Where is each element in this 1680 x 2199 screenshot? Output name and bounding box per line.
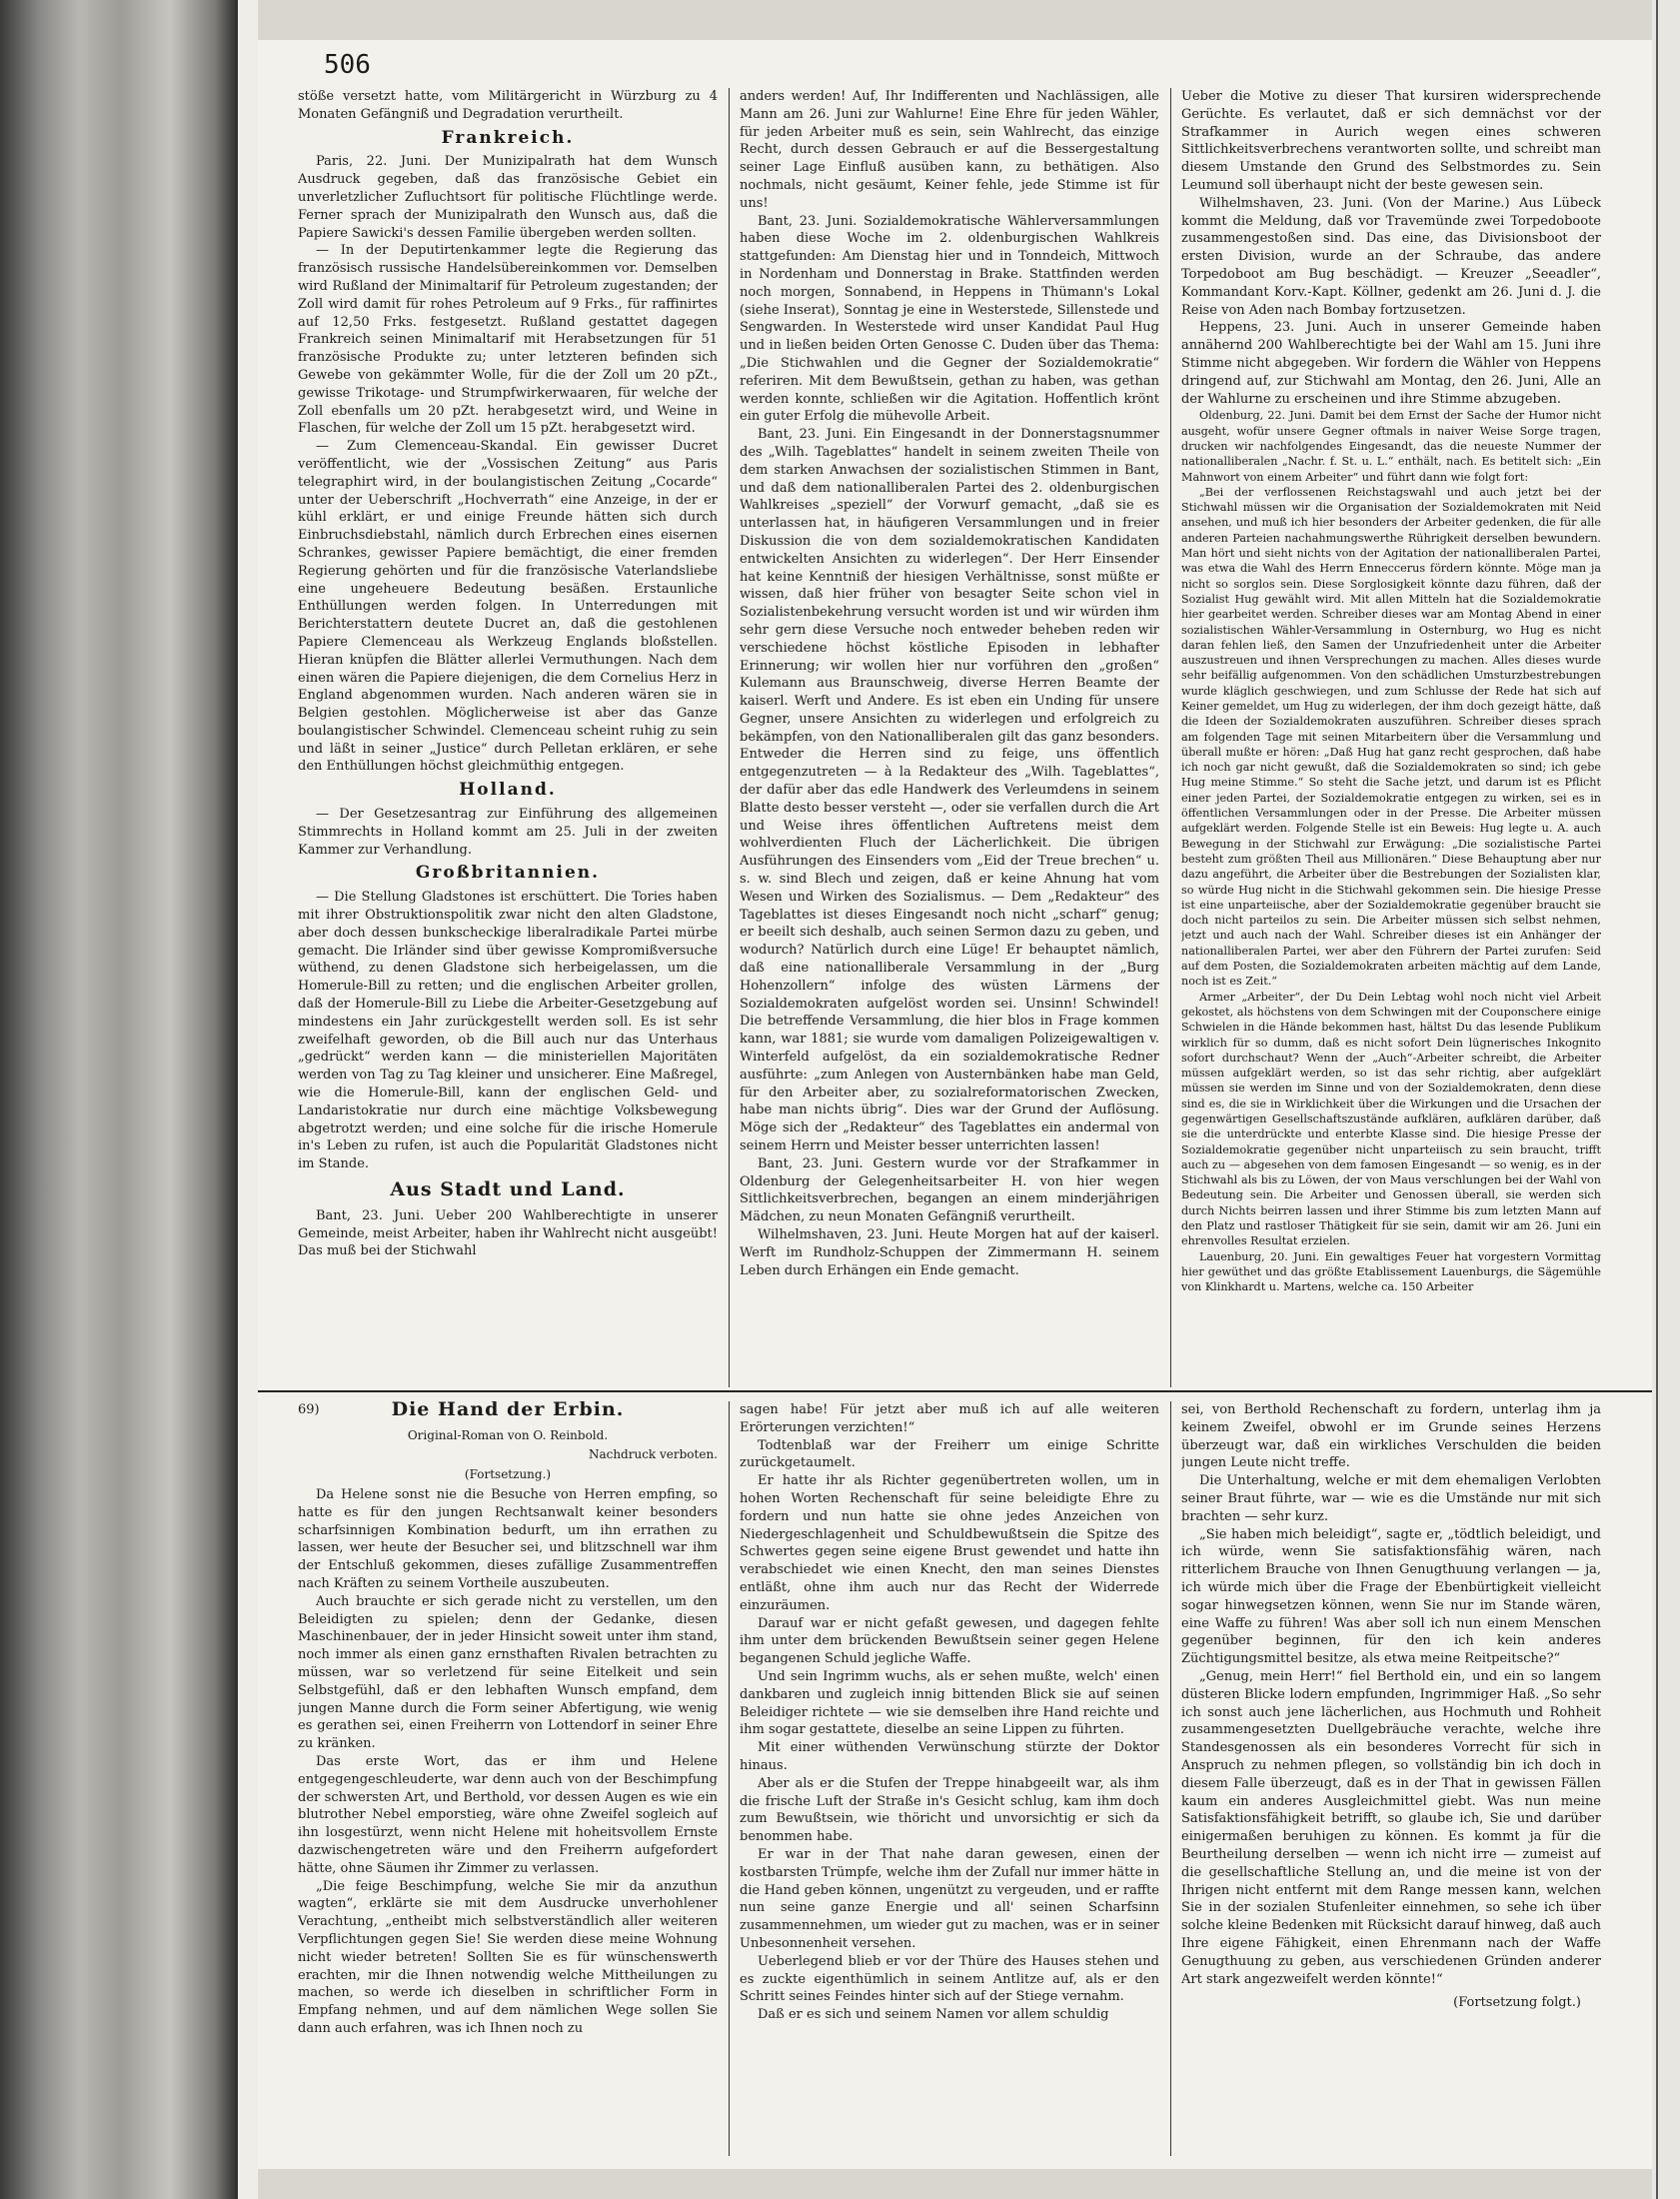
continuation-label: (Fortsetzung.) bbox=[464, 1467, 552, 1482]
article-paragraph: Bant, 23. Juni. Ueber 200 Wahlberechtigte in unserer Gemeinde, meist Arbeiter, haben ihr Wahlrecht nicht ausgeübt! Das muß bei der Stichwahl bbox=[298, 1207, 718, 1259]
novel-paragraph: Er war in der That nahe daran gewesen, einen der kostbarsten Trümpfe, welche ihm der Zufall nur immer hätte in die Hand geben können, ungenützt zu vergeuden, und er raffte nun seine ganze Energie und all' seinen Scharfsinn zusammennehmen, um wieder gut zu machen, was er in seiner Unbesonnenheit versehen. bbox=[740, 1846, 1159, 1951]
novel-paragraph: Aber als er die Stufen der Treppe hinabgeeilt war, als ihm die frische Luft der Straße in's Gesicht schlug, kam ihm doch zum Bewußtsein, wie thöricht und unvorsichtig er sich da benommen habe. bbox=[740, 1775, 1159, 1845]
novel-paragraph: Die Unterhaltung, welche er mit dem ehemaligen Verlobten seiner Braut führte, war — wie es die Umstände nur mit sich brachten — sehr kurz. bbox=[1181, 1473, 1601, 1524]
feuilleton-separator bbox=[258, 1390, 1652, 1392]
novel-paragraph: Und sein Ingrimm wuchs, als er sehen mußte, welch' einen dankbaren und zugleich innig bittenden Blick sie auf seinen Beleidiger richtete — wie sie demselben ihre Hand reichte und ihm sogar gestattete, dieselbe an seine Lippen zu führten. bbox=[740, 1668, 1159, 1738]
column-rule bbox=[1170, 88, 1171, 1387]
article-paragraph: Armer „Arbeiter“, der Du Dein Lebtag wohl noch nicht viel Arbeit gekostet, als höchstens von dem Schwingen mit der Couponschere einige Schwielen in die Hände bekommen hast, hältst Du das lesende Publikum wirklich für so dumm, daß es nicht sofort Dein lügnerisches Inkognito sofort durchschaut? Wenn der „Auch“-Arbeiter schreibt, die Arbeiter müssen aufgeklärt werden, so ist das sehr richtig, aber aufgeklärt müssen sie werden im Sinne und von der Sozialdemokraten, denn diese sind es, die sie in Wirklichkeit über die Wirkungen und die Ursachen der gegenwärtigen Gesellschaftszustände aufklären, aufklären darüber, daß sie die unterdrückte und enterbte Klasse sind. Die hiesige Presse der Sozialdemokratie gegenüber nicht unparteiisch zu sein braucht, trifft auch zu — abgesehen von dem famosen Eingesandt — so wenig, es in der Stichwahl als bis zu Löwen, der von Maus verschlungen bei der Wahl von Bedeutung sein. Die Arbeiter und Genossen überall, sie werden sich durch Nichts beirren lassen und ihrer Stimme bis zum letzten Mann auf den Platz und rastloser Thätigkeit für sie sein, damit wir am 26. Juni ein ehrenvolles Resultat erzielen. bbox=[1181, 990, 1601, 1248]
section-heading-holland: Holland. bbox=[459, 780, 557, 801]
article-paragraph: Bant, 23. Juni. Gestern wurde vor der Strafkammer in Oldenburg der Gelegenheitsarbeiter H. von hier wegen Sittlichkeitsverbrechen, begangen an einem minderjährigen Mädchen, zu neun Monaten Gefängniß verurtheilt. bbox=[740, 1155, 1159, 1225]
section-heading-grossbritannien: Großbritannien. bbox=[415, 863, 601, 884]
article-paragraph: Oldenburg, 22. Juni. Damit bei dem Ernst der Sache der Humor nicht ausgeht, wofür unsere Gegner oftmals in naiver Weise Sorge tragen, drucken wir nachfolgendes Eingesandt, das die neueste Nummer der nationalliberalen „Nachr. f. St. u. L.“ enthält, nach. Es betitelt sich: „Ein Mahnwort von einem Arbeiter“ und führt dann wie folgt fort: bbox=[1181, 409, 1601, 484]
feuilleton-column-1 bbox=[298, 1401, 718, 2156]
novel-paragraph: sagen habe! Für jetzt aber muß ich auf alle weiteren Erörterungen verzichten!“ bbox=[740, 1402, 1159, 1435]
section-heading-frankreich: Frankreich. bbox=[441, 127, 575, 148]
article-paragraph: Wilhelmshaven, 23. Juni. (Von der Marine.) Aus Lübeck kommt die Meldung, daß vor Travemünde zwei Torpedoboote zusammengestoßen sind. Das eine, das Divisionsboot der ersten Division, wurde an der Schraube, das andere Torpedoboot am Bug beschädigt. — Kreuzer „Seeadler“, Kommandant Korv.-Kapt. Köllner, gedenkt am 26. Juni d. J. die Reise von Aden nach Bombay fortzusetzen. bbox=[1181, 195, 1601, 318]
continued-notice: (Fortsetzung folgt.) bbox=[1453, 1995, 1581, 2011]
article-paragraph: — In der Deputirtenkammer legte die Regierung das französisch russische Handelsübereinkommen vor. Demselben wird Rußland der Minimaltarif für Petroleum zugestanden; der Zoll wird damit für rohes Petroleum auf 9 Frks., für raffinirtes auf 12,50 Frks. festgesetzt. Rußland gestattet dagegen Frankreich seinen Minimaltarif mit Herabsetzungen für 51 französische Produkte zu; unter letzteren befinden sich Gewebe von gekämmter Wolle, für die der Zoll um 20 pZt., gewisse Trikotage- und Strumpfwirkerwaaren, für welche der Zoll ebenfalls um 20 pZt. herabgesetzt wird, und Weine in Flaschen, für welche der Zoll um 15 pZt. herabgesetzt wird. bbox=[298, 243, 718, 437]
reprint-notice: Nachdruck verboten. bbox=[588, 1447, 718, 1462]
article-paragraph: Lauenburg, 20. Juni. Ein gewaltiges Feuer hat vorgestern Vormittag hier gewüthet und das größte Etablissement Lauenburgs, die Sägemühle von Klinkhardt u. Martens, welche ca. 150 Arbeiter bbox=[1181, 1249, 1601, 1294]
column-rule bbox=[1170, 1401, 1171, 2156]
article-paragraph: Bant, 23. Juni. Ein Eingesandt in der Donnerstagsnummer des „Wilh. Tageblattes“ handelt in seinem zweiten Theile von dem starken Anwachsen der sozialistischen Stimmen in Bant, und daß dem nationalliberalen Partei des 2. oldenburgischen Wahlkreises „speziell“ der Vorwurf gemacht, „daß sie es unterlassen hat, in häufigeren Versammlungen und in freier Diskussion die von dem sozialdemokratischen Kandidaten entwickelten Ansichten zu widerlegen“. Der Herr Einsender hat keine Kenntniß der hiesigen Verhältnisse, sonst müßte er wissen, daß hier früher von besagter Seite schon viel in Sozialistenbekehrung versucht worden ist und wir würden ihm sehr gern diese Versuche noch entweder beheben reden wir verschiedene höchst köstliche Episoden in lebhafter Erinnerung; wir wollen hier nur vorführen den „großen“ Kulemann aus Braunschweig, diverse Herren Beamte der kaiserl. Werft und Andere. Es ist eben ein Unding für unsere Gegner, unsere Ansichten zu widerlegen und erfolgreich zu bekämpfen, von den Nationalliberalen gilt das ganz besonders. Entweder die Herren sind zu feige, uns öffentlich entgegenzutreten — à la Redakteur des „Wilh. Tageblattes“, der dafür aber das edle Handwerk des Verleumdens in seinem Blatte desto besser versteht —, oder sie verfallen durch die Art und Weise ihres öffentlichen Auftretens meist dem wohlverdienten Fluch der Lächerlichkeit. Die übrigen Ausführungen des Einsenders vom „Eid der Treue brechen“ u. s. w. sind Blech und zeigen, daß er keine Ahnung hat vom Wesen und Wirken des Sozialismus. — Dem „Redakteur“ des Tageblattes ist dieses Eingesandt noch nicht „scharf“ genug; er beeilt sich deshalb, auch seinen Sermon dazu zu geben, und wodurch? Natürlich durch eine Lüge! Er behauptet nämlich, daß eine nationalliberale Versammlung in der „Burg Hohenzollern“ infolge des wüsten Lärmens der Sozialdemokraten aufgelöst worden sei. Unsinn! Schwindel! Die betreffende Versammlung, die hier blos in Frage kommen kann, war 1881; sie wurde vom damaligen Polizeigewaltigen v. Winterfeld aufgelöst, da ein sozialdemokratische Redner ausführte: „zum Anlegen von Austernbänken habe man Geld, für den Arbeiter aber, zu sozialreformatorischen Zwecken, habe man nichts übrig“. Dies war der Grund der Auflösung. Möge sich der „Redakteur“ des Tageblattes ein andermal von seinem Herrn und Meister besser unterrichten lassen! bbox=[740, 427, 1159, 1154]
book-binding bbox=[0, 0, 238, 2199]
page-number: 506 bbox=[324, 50, 371, 80]
novel-paragraph: Daß er es sich und seinem Namen vor allem schuldig bbox=[758, 2007, 1109, 2023]
column-rule bbox=[729, 88, 730, 1387]
column-3 bbox=[1181, 88, 1601, 1387]
feuilleton-column-2 bbox=[740, 1401, 1159, 2156]
novel-paragraph: Er hatte ihr als Richter gegenübertreten wollen, um in hohen Worten Rechenschaft für seine beleidigte Ehre zu fordern und nun hatte sie ohne jedes Anzeichen von Niedergeschlagenheit und Schuldbewußtsein die Spitze des Schwertes gegen seine eigene Brust gewendet und hatte ihn verabschiedet wie einen Knecht, den man seines Dienstes entläßt, ohne ihm auch nur das Recht der Widerrede einzuräumen. bbox=[740, 1473, 1159, 1613]
column-2 bbox=[740, 88, 1159, 1387]
novel-paragraph: „Sie haben mich beleidigt“, sagte er, „tödtlich beleidigt, und ich würde, wenn Sie satisfaktionsfähig wären, nach ritterlichem Brauche von Ihnen Genugthuung verlangen — ja, ich würde mich über die Frage der Ebenbürtigkeit vielleicht sogar hinwegsetzen können, wenn Sie nur im Stande wären, eine Waffe zu führen! Was aber soll ich nun einem Menschen gegenüber beginnen, für den ich kein anderes Züchtigungsmittel besitze, als etwa meine Reitpeitsche?“ bbox=[1181, 1526, 1601, 1667]
page-edge-right bbox=[1652, 0, 1680, 2199]
article-paragraph: anders werden! Auf, Ihr Indifferenten und Nachlässigen, alle Mann am 26. Juni zur Wahlurne! Eine Ehre für jeden Wähler, für jeden Arbeiter muß es sein, sein Wahlrecht, das einzige Recht, durch dessen Gebrauch er auf die Bessergestaltung seiner Lage Einfluß ausüben kann, zu bethätigen. Also nochmals, nicht gesäumt, Keiner fehle, jede Stimme ist für uns! bbox=[740, 89, 1159, 211]
article-paragraph: Bant, 23. Juni. Sozialdemokratische Wählerversammlungen haben diese Woche im 2. oldenburgischen Wahlkreis stattgefunden: Am Dienstag hier und in Tonndeich, Mittwoch in Nordenham und Donnerstag in Brake. Stattfinden werden noch morgen, Sonnabend, in Heppens in Thümann's Lokal (siehe Inserat), Sonntag je eine in Westerstede, Sillenstede und Sengwarden. In Westerstede wird unser Kandidat Paul Hug und in ließen beiden Orten Genosse C. Duden über das Thema: „Die Stichwahlen und die Gegner der Sozialdemokratie“ referiren. Mit dem Bewußtsein, gethan zu haben, was gethan werden konnte, schließen wir die Agitation. Hoffentlich krönt ein guter Erfolg die mühevolle Arbeit. bbox=[740, 213, 1159, 425]
novel-paragraph: Da Helene sonst nie die Besuche von Herren empfing, so hatte es für den jungen Rechtsanwalt keiner besonders scharfsinnigen Kombination bedurft, um ihn errathen zu lassen, wer heute der Besucher sei, und blitzschnell war ihm der Entschluß gekommen, dieses zufällige Zusammentreffen nach Kräften zu seinem Vortheile auszubeuten. bbox=[298, 1486, 718, 1591]
article-paragraph: — Der Gesetzesantrag zur Einführung des allgemeinen Stimmrechts in Holland kommt am 25. Juli in der zweiten Kammer zur Verhandlung. bbox=[298, 807, 718, 858]
novel-paragraph: Todtenblaß war der Freiherr um einige Schritte zurückgetaumelt. bbox=[740, 1437, 1159, 1471]
novel-paragraph: Mit einer wüthenden Verwünschung stürzte der Doktor hinaus. bbox=[740, 1740, 1159, 1773]
binding-edge bbox=[238, 0, 258, 2199]
article-paragraph: Heppens, 23. Juni. Auch in unserer Gemeinde haben annähernd 200 Wahlberechtigte bei der Wahl am 15. Juni ihre Stimme nicht abgegeben. Wir fordern die Wähler von Heppens dringend auf, zur Stichwahl am Montag, den 26. Juni, Alle an der Wahlurne zu erscheinen und ihre Stimme abzugeben. bbox=[1181, 320, 1601, 407]
article-paragraph: Wilhelmshaven, 23. Juni. Heute Morgen hat auf der kaiserl. Werft im Rundholz-Schuppen der Zimmermann H. seinem Leben durch Erhängen ein Ende gemacht. bbox=[740, 1227, 1159, 1278]
novel-paragraph: Darauf war er nicht gefaßt gewesen, und dagegen fehlte ihm unter dem brückenden Bewußtsein seiner gegen Helene begangenen Schuld jegliche Waffe. bbox=[740, 1615, 1159, 1667]
quoted-letter: „Bei der verflossenen Reichstagswahl und auch jetzt bei der Stichwahl müssen wir die Organisation der Sozialdemokraten mit Neid ansehen, und muß ich hier besonders der Arbeiter gedenken, die für alle anderen Parteien nachahmungswerthe Rührigkeit derselben bewundern. Man hört und sieht nichts von der Agitation der nationalliberalen Partei, was etwa die Wahl des Herrn Enneccerus fördern könnte. Möge man ja nicht so sorglos sein. Diese Sorglosigkeit könnte dazu führen, daß der Sozialist Hug gewählt wird. Mit allen Mitteln hat die Sozialdemokratie hier gearbeitet werden. Schreiber dieses war am Montag Abend in einer sozialistischen Wähler-Versammlung in Osternburg, wo Hug es nicht daran fehlen ließ, den Samen der Unzufriedenheit unter die Arbeiter auszustreuen und ihnen Versprechungen zu machen. Alles dieses wurde sehr beifällig aufgenommen. Von den schädlichen Umsturzbestrebungen wurde kläglich geschwiegen, und zum Schlusse der Rede hat sich auf Keiner gemeldet, um Hug zu widerlegen, der ihm doch gezeigt hätte, daß die Ideen der Sozialdemokraten auszuführen. Schreiber dieses sprach am folgenden Tage mit seinen Mitarbeitern über die Versammlung und überall mußte er hören: „Daß Hug hat ganz recht gesprochen, daß habe ich noch gar nicht gewußt, daß die Sozialdemokraten so sind; ich gebe Hug meine Stimme.“ So steht die Sache jetzt, und darum ist es Pflicht einer jeden Partei, der Sozialdemokratie entgegen zu wirken, sei es in öffentlichen Versammlungen oder in der Presse. Die Arbeiter müssen aufgeklärt werden. Folgende Stelle ist ein Beweis: Hug legte u. A. auch Bewegung in der Stichwahl zur Erwägung: „Die sozialistische Partei besteht zum größten Theil aus Millionären.“ Diese Behauptung aber nur dazu angeführt, die Arbeiter über die Bestrebungen der Sozialisten klar, so würde Hug nicht in die Stichwahl gekommen sein. Die hiesige Presse ist eine unparteiische, aber der Sozialdemokratie gegenüber braucht sie doch nicht parteilos zu sein. Die Arbeiter müssen sich selbst nehmen, jetzt und auch nach der Wahl. Schreiber dieses ist ein Anhänger der nationalliberalen Partei, wer aber den Führern der Partei zurufen: Seid auf dem Posten, die Sozialdemokraten arbeiten mächtig auf dem Lande, noch ist es Zeit.“ bbox=[1181, 485, 1601, 989]
column-1 bbox=[298, 88, 718, 1387]
newspaper-page bbox=[258, 40, 1652, 2169]
novel-paragraph: Auch brauchte er sich gerade nicht zu verstellen, um den Beleidigten zu spielen; denn der Gedanke, diesen Maschinenbauer, der in jeder Hinsicht soweit unter ihm stand, noch immer als einen ganz ernsthaften Rivalen betrachten zu müssen, war so verletzend für seine Eitelkeit und sein Selbstgefühl, daß er den lebhaften Wunsch empfand, dem jungen Manne durch die Form seiner Abfertigung, wie wenig es gerathen sei, einen Freiherrn von Lottendorf in seiner Ehre zu kränken. bbox=[298, 1593, 718, 1752]
novel-paragraph: Ueberlegend blieb er vor der Thüre des Hauses stehen und es zuckte eigenthümlich in seinem Antlitze auf, als er den Schritt seines Feindes hinter sich auf der Stiege vernahm. bbox=[740, 1953, 1159, 2005]
article-continuation: stöße versetzt hatte, vom Militärgericht in Würzburg zu 4 Monaten Gefängniß und Degradation verurtheilt. bbox=[298, 89, 718, 122]
novel-paragraph: Das erste Wort, das er ihm und Helene entgegengeschleuderte, war denn auch von der Beschimpfung der schwersten Art, und Berthold, vor dessen Augen es wie ein blutrother Nebel emporstieg, wäre ohne Zweifel sogleich auf ihn losgestürzt, wenn nicht Helene mit hoheitsvollem Ernste dazwischengetreten wäre und den Freiherrn aufgefordert hätte, ohne Säumen ihr Zimmer zu verlassen. bbox=[298, 1753, 718, 1876]
novel-paragraph: „Die feige Beschimpfung, welche Sie mir da anzuthun wagten“, erklärte sie mit dem Ausdrucke unverhohlener Verachtung, „entheibt mich selbstverständlich aller weiteren Verpflichtungen gegen Sie! Sie werden diese meine Wohnung nicht wieder betreten! Sollten Sie es für wünschenswerth erachten, mir die Ihnen notwendig welche Mittheilungen zu machen, so werde ich dieselben in schriftlicher Form in Empfang nehmen, und auf dem nämlichen Wege sollen Sie dann auch erfahren, was ich Ihnen noch zu bbox=[298, 1878, 718, 2036]
section-heading-stadt-und-land: Aus Stadt und Land. bbox=[390, 1178, 626, 1201]
novel-paragraph: „Genug, mein Herr!“ fiel Berthold ein, und ein so langem düsteren Blicke lodern empfunden, Ingrimmiger Haß. „So sehr ich sonst auch jene lächerlichen, aus Hochmuth und Rohheit zusammengesetzten Duellgebräuche verachte, welche ihre Standesgenossen als ein besonderes Vorrecht für sich in Anspruch zu nehmen pflegen, so vollständig bin ich doch in diesem Falle überzeugt, daß es in der That in gewissen Fällen kaum ein anderes Ausgleichmittel giebt. Was nun meine Satisfaktionsfähigkeit betrifft, so glaube ich, Sie und darüber einigermaßen beruhigen zu können. Es kommt ja für die Beurtheilung derselben — wenn ich nicht irre — zumeist auf die gesellschaftliche Stellung an, und die meine ist von der Ihrigen nicht entfernt mit dem Range messen kann, welchen Sie in der sozialen Stufenleiter einnehmen, so sehe ich über solche kleine Bedenken mit Rücksicht darauf hinweg, daß auch Ihre eigene Fähigkeit, einen Ehrenmann nach der Waffe Genugthuung zu geben, aus verschiedenen Gründen anderer Art stark angezweifelt werden könnte!“ bbox=[1181, 1668, 1601, 1987]
novel-paragraph: sei, von Berthold Rechenschaft zu fordern, unterlag ihm ja keinem Zweifel, obwohl er im Grunde seines Herzens überzeugt war, daß ein wirkliches Verschulden die beiden jungen Leute nicht treffe. bbox=[1181, 1402, 1601, 1471]
novel-byline: Original-Roman von O. Reinbold. bbox=[407, 1427, 609, 1442]
column-rule bbox=[729, 1401, 730, 2156]
feuilleton-column-3 bbox=[1181, 1401, 1601, 2156]
installment-number: 69) bbox=[298, 1402, 320, 1417]
article-paragraph: — Zum Clemenceau-Skandal. Ein gewisser Ducret veröffentlicht, wie der „Vossischen Zeitung“ aus Paris telegraphirt wird, in der boulangistischen Zeitung „Cocarde“ unter der Ueberschrift „Hochverrath“ eine Anzeige, in der er kühl erklärt, er und einige Freunde hätten sich durch Einbruchsdiebstahl, nämlich durch Erbrechen eines eisernen Schrankes, gewisser Papiere bemächtigt, die einer fremden Regierung gehörten und für die französische Vaterlandsliebe eine ungeheuere Bedeutung besäßen. Erstaunliche Enthüllungen werden folgen. In Unterredungen mit Berichterstattern deutete Ducret an, daß die gestohlenen Papiere Clemenceau als Werkzeug Englands bloßstellen. Hieran knüpfen die Blätter allerlei Vermuthungen. Nach dem einen wären die Papiere diejenigen, die dem Cornelius Herz in England abgenommen wurden. Nach anderen wären sie in Belgien gestohlen. Möglicherweise ist aber das Ganze boulangistischer Schwindel. Clemenceau scheint ruhig zu sein und läßt in seiner „Justice“ durch Pelletan erklären, er sehe den Enthüllungen höchst gleichmüthig entgegen. bbox=[298, 439, 718, 775]
novel-title: Die Hand der Erbin. bbox=[391, 1401, 625, 1420]
article-paragraph: — Die Stellung Gladstones ist erschüttert. Die Tories haben mit ihrer Obstruktionspolitik zwar nicht den alten Gladstone, aber doch dessen bunkscheckige liberalradikale Partei mürbe gemacht. Die Irländer sind über gewisse Kompromißversuche wüthend, zu denen Gladstone sich herbeigelassen, um die Homerule-Bill zu retten; und die englischen Arbeiter grollen, daß der Homerule-Bill zu Liebe die Arbeiter-Gesetzgebung auf mindestens ein Jahr zurückgestellt werden soll. Es ist sehr zweifelhaft geworden, ob die Bill auch nur das Unterhaus „gedrückt“ werden kann — die ministeriellen Majoritäten werden von Tag zu Tag kleiner und unsicherer. Eine Maßregel, wie die Homerule-Bill, kann der englischen Geld- und Landaristokratie nur durch eine mächtige Volksbewegung abgetrotzt werden; und eine solche für die irische Homerule in's Leben zu rufen, ist auch die Popularität Gladstones nicht im Stande. bbox=[298, 890, 718, 1172]
article-paragraph: Ueber die Motive zu dieser That kursiren widersprechende Gerüchte. Es verlautet, daß er sich demnächst vor der Strafkammer in Aurich wegen eines schweren Sittlichkeitsverbrechens verantworten sollte, und schreibt man diesem Umstande den Grund des Selbstmordes zu. Sein Leumund soll überhaupt nicht der beste gewesen sein. bbox=[1181, 89, 1601, 193]
article-paragraph: Paris, 22. Juni. Der Munizipalrath hat dem Wunsch Ausdruck gegeben, daß das französische Gebiet ein unverletzlicher Zufluchtsort für politische Flüchtlinge werde. Ferner sprach der Munizipalrath den Wunsch aus, daß die Papiere Sawicki's dessen Familie übergeben werden sollten. bbox=[298, 154, 718, 241]
